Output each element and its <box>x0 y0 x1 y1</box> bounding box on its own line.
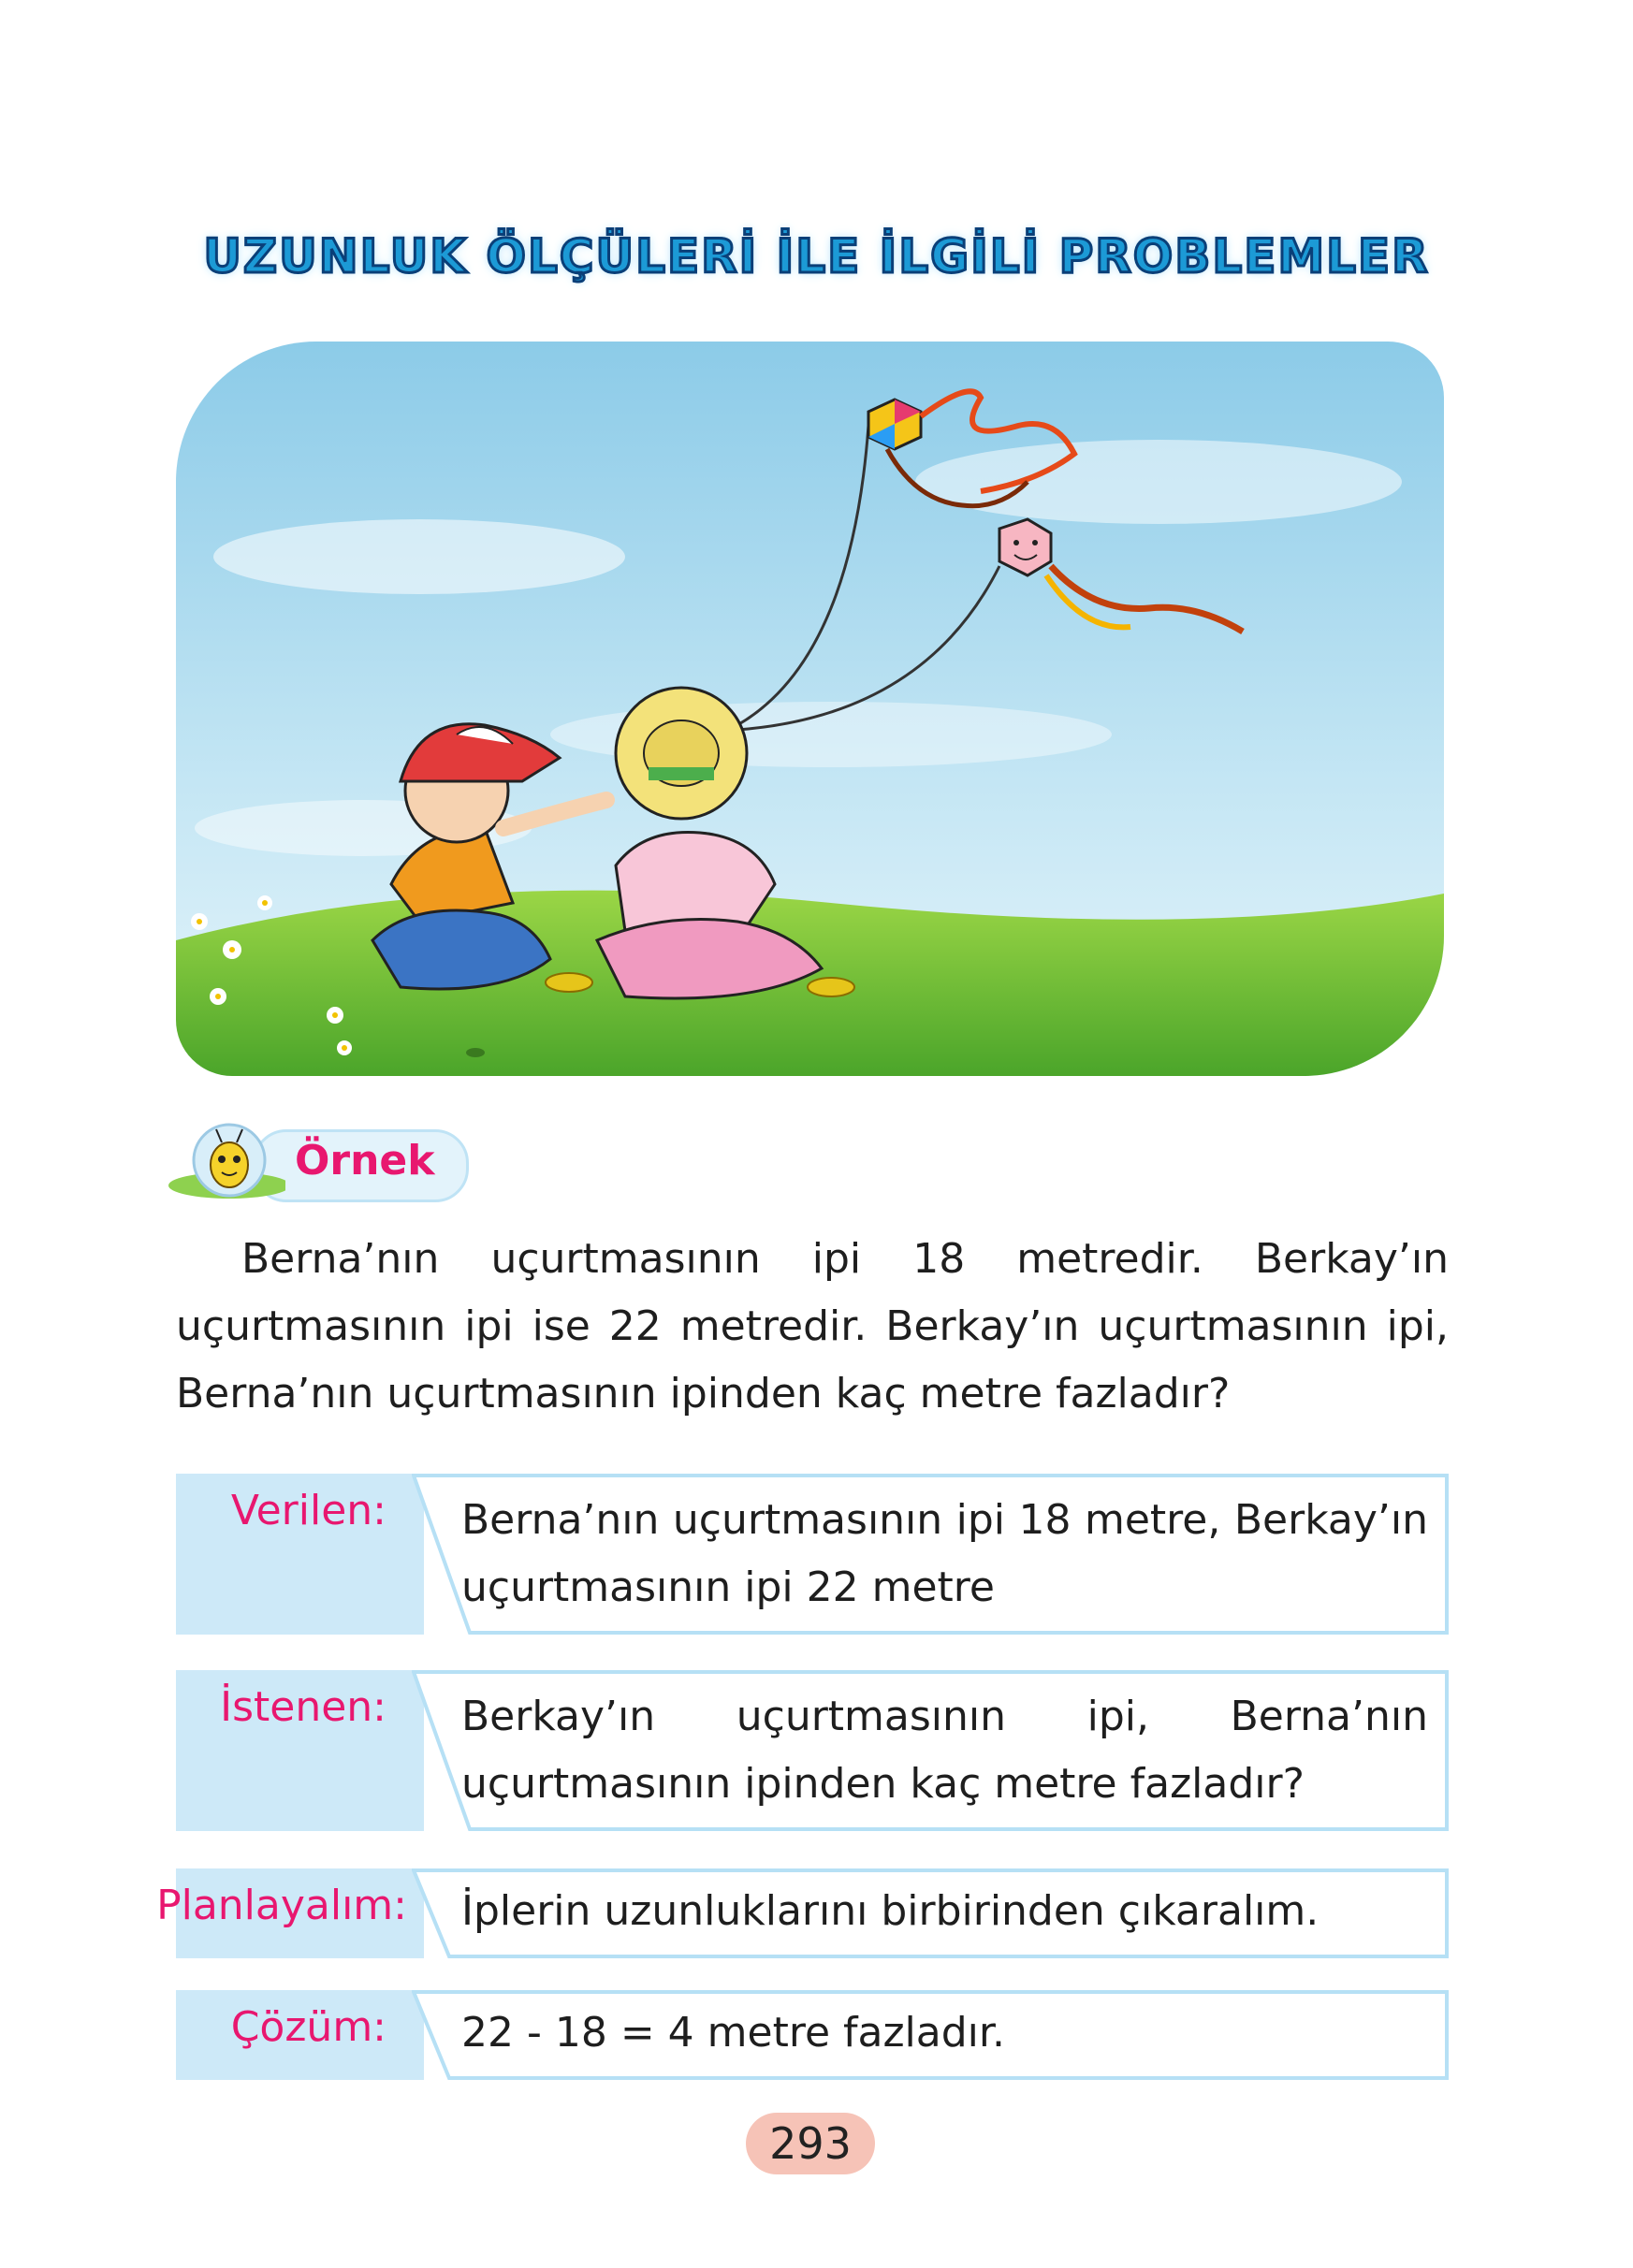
step-asked <box>176 1670 1449 1831</box>
step-plan-label: Planlayalım: <box>156 1882 407 1929</box>
step-plan-label-bg <box>156 1868 424 1958</box>
kite-illustration <box>176 342 1444 1076</box>
step-asked-text: Berkay’ın uçurtmasının ipi, Berna’nın uçurtmasının ipinden kaç metre fazladır? <box>461 1693 1428 1808</box>
step-solution <box>176 1990 1449 2080</box>
bee-mascot-icon <box>164 1118 285 1207</box>
step-solution-text: 22 - 18 = 4 metre fazladır. <box>461 2009 1005 2057</box>
page-number: 293 <box>746 2113 875 2174</box>
step-given <box>176 1474 1449 1635</box>
step-given-label-bg <box>176 1474 424 1635</box>
step-solution-label-bg <box>176 1990 424 2080</box>
step-solution-label: Çözüm: <box>230 2003 386 2051</box>
step-asked-label: İstenen: <box>220 1683 386 1731</box>
step-plan-text: İplerin uzunluklarını birbirinden çıkaralım. <box>461 1887 1320 1935</box>
step-asked-label-bg <box>176 1670 424 1831</box>
step-given-label: Verilen: <box>230 1487 386 1534</box>
problem-text <box>176 1226 1449 1428</box>
example-badge <box>164 1118 473 1207</box>
page-title: UZUNLUK ÖLÇÜLERİ İLE İLGİLİ PROBLEMLER <box>203 229 1430 284</box>
step-plan <box>156 1868 1449 1958</box>
problem-paragraph: Berna’nın uçurtmasının ipi 18 metredir. Berkay’ın uçurtmasının ipi ise 22 metredir. Berkay’ın uçurtmasının ipi, Berna’nın uçurtmasının ipinden kaç metre fazladır? <box>176 1235 1449 1418</box>
example-badge-label: Örnek <box>295 1137 435 1185</box>
step-given-text: Berna’nın uçurtmasının ipi 18 metre, Berkay’ın uçurtmasının ipi 22 metre <box>461 1496 1428 1611</box>
